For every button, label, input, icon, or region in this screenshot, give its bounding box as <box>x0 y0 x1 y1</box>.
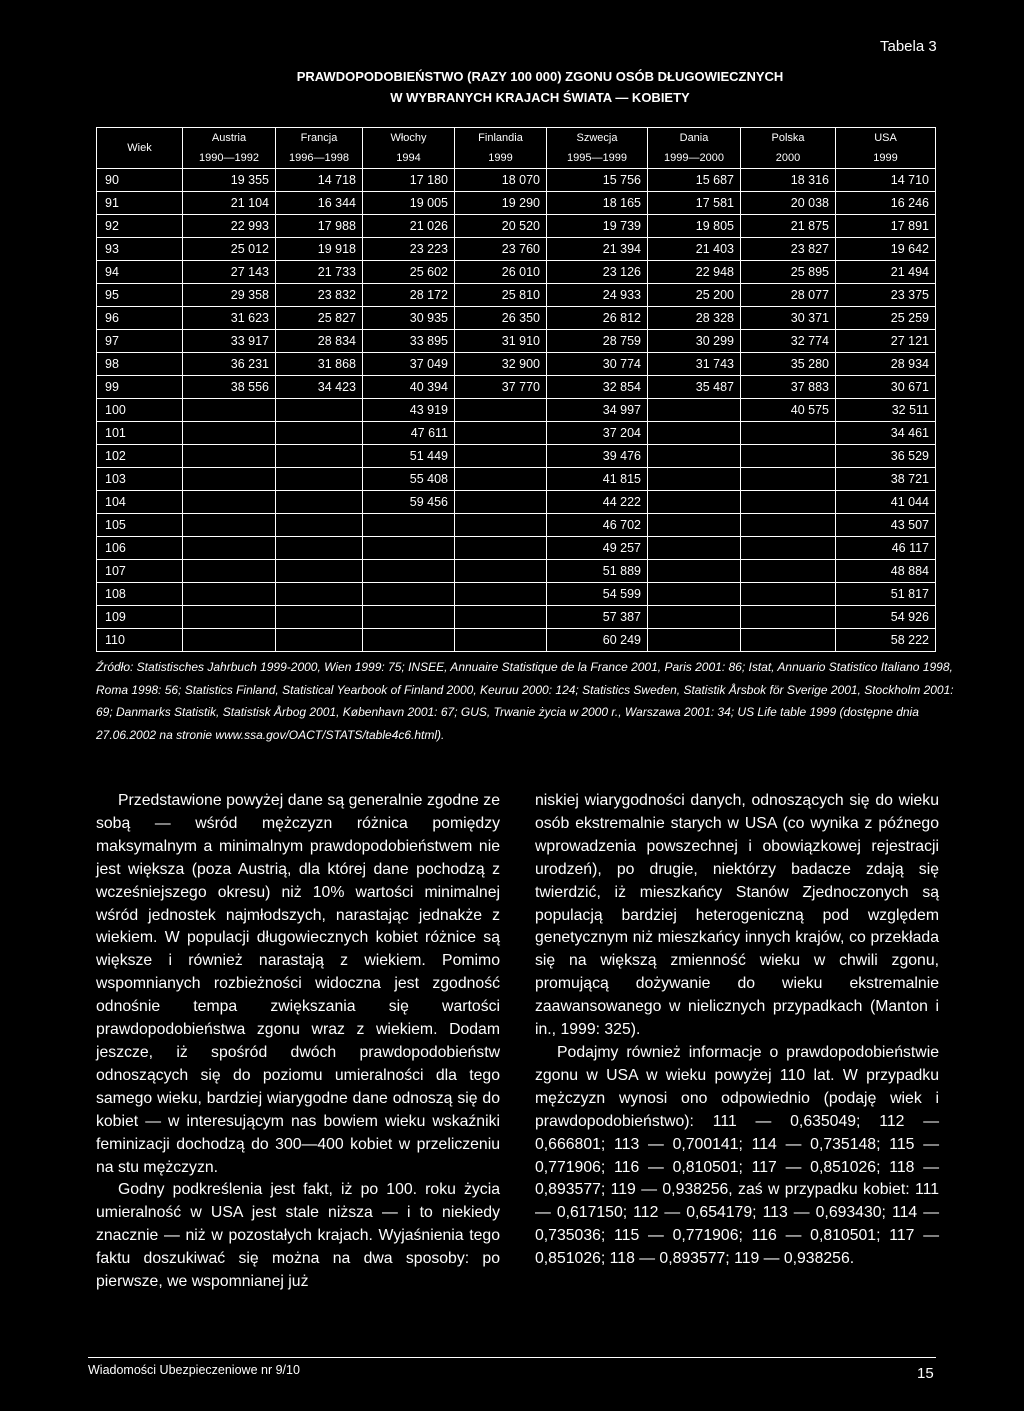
age-cell: 95 <box>97 284 183 307</box>
table-cell <box>648 537 741 560</box>
table-cell: 25 827 <box>276 307 363 330</box>
table-cell: 20 038 <box>741 192 836 215</box>
table-cell <box>741 491 836 514</box>
table-row <box>97 284 936 307</box>
table-cell <box>276 560 363 583</box>
table-cell <box>455 629 547 652</box>
header-years: 1994 <box>396 152 421 164</box>
table-cell <box>741 583 836 606</box>
age-cell: 97 <box>97 330 183 353</box>
table-cell: 19 290 <box>455 192 547 215</box>
age-cell: 93 <box>97 238 183 261</box>
table-cell <box>741 514 836 537</box>
table-row <box>97 629 936 652</box>
table-cell: 31 910 <box>455 330 547 353</box>
age-cell: 106 <box>97 537 183 560</box>
age-cell: 92 <box>97 215 183 238</box>
age-cell: 108 <box>97 583 183 606</box>
table-title-line-1: PRAWDOPODOBIEŃSTWO (RAZY 100 000) ZGONU OSÓB DŁUGOWIECZNYCH <box>296 69 784 84</box>
table-cell: 23 375 <box>836 284 936 307</box>
table-cell: 39 476 <box>547 445 648 468</box>
table-cell <box>276 583 363 606</box>
table-cell: 19 642 <box>836 238 936 261</box>
table-row <box>97 330 936 353</box>
table-cell: 28 834 <box>276 330 363 353</box>
page-number: 15 <box>917 1365 934 1382</box>
table-cell: 48 884 <box>836 560 936 583</box>
table-cell <box>648 422 741 445</box>
table-cell: 25 259 <box>836 307 936 330</box>
table-cell: 30 671 <box>836 376 936 399</box>
age-cell: 94 <box>97 261 183 284</box>
table-cell <box>183 514 276 537</box>
table-cell: 37 883 <box>741 376 836 399</box>
text-column-left <box>96 790 500 1294</box>
table-cell: 25 895 <box>741 261 836 284</box>
table-cell: 15 687 <box>648 169 741 192</box>
table-cell <box>363 560 455 583</box>
header-years: 1990—1992 <box>199 152 259 164</box>
table-cell <box>183 583 276 606</box>
table-cell <box>276 491 363 514</box>
table-cell: 36 231 <box>183 353 276 376</box>
table-cell: 34 997 <box>547 399 648 422</box>
table-cell: 34 461 <box>836 422 936 445</box>
age-cell: 96 <box>97 307 183 330</box>
table-cell: 17 581 <box>648 192 741 215</box>
table-cell: 21 104 <box>183 192 276 215</box>
table-cell <box>276 468 363 491</box>
table-cell: 22 993 <box>183 215 276 238</box>
table-cell <box>741 445 836 468</box>
table-cell: 25 602 <box>363 261 455 284</box>
table-label: Tabela 3 <box>880 38 937 55</box>
table-cell: 14 710 <box>836 169 936 192</box>
footer-journal-name: Wiadomości Ubezpieczeniowe nr 9/10 <box>88 1363 300 1377</box>
table-cell <box>741 629 836 652</box>
table-cell: 19 918 <box>276 238 363 261</box>
table-cell <box>276 537 363 560</box>
table-cell: 26 010 <box>455 261 547 284</box>
table-cell: 57 387 <box>547 606 648 629</box>
table-cell: 51 449 <box>363 445 455 468</box>
table-cell <box>741 606 836 629</box>
paragraph: niskiej wiarygodności danych, odnoszących się do wieku osób ekstremalnie starych w USA (co wynika z późnego wprowadzenia powszechnej i obowiązkowej rejestracji urodzeń), po drugie, niektórzy badacze zdają się twierdzić, iż mieszkańcy Stanów Zjednoczonych są populacją bardziej heterogeniczną pod względem genetycznym niż mieszkańcy innych krajów, co przekłada się na większą zmienność wieku w chwili zgonu, promującą dożywanie do wieku ekstremalnie zaawansowanego w nielicznych przypadkach (Manton i in., 1999: 325). <box>535 792 939 1039</box>
table-cell <box>276 399 363 422</box>
table-title-line-2: W WYBRANYCH KRAJACH ŚWIATA — KOBIETY <box>390 90 690 105</box>
table-cell <box>363 629 455 652</box>
table-cell <box>455 399 547 422</box>
table-cell <box>183 606 276 629</box>
table-cell: 60 249 <box>547 629 648 652</box>
table-cell <box>648 399 741 422</box>
table-cell: 41 815 <box>547 468 648 491</box>
table-cell: 15 756 <box>547 169 648 192</box>
header-country <box>741 128 836 169</box>
table-cell <box>455 422 547 445</box>
table-cell: 32 900 <box>455 353 547 376</box>
header-country <box>455 128 547 169</box>
header-country-name: Austria <box>211 132 247 144</box>
table-cell: 47 611 <box>363 422 455 445</box>
paragraph: Godny podkreślenia jest fakt, iż po 100. roku życia umieralność w USA jest stale niższa — i to niekiedy znacznie — niż w pozostałych krajach. Wyjaśnienia tego faktu doszukiwać się można na dwa sposoby: po pierwsze, we wspomnianej już <box>96 1181 500 1291</box>
table-row <box>97 261 936 284</box>
table-row <box>97 376 936 399</box>
table-cell: 29 358 <box>183 284 276 307</box>
table-cell: 19 005 <box>363 192 455 215</box>
age-cell: 105 <box>97 514 183 537</box>
table-cell: 28 328 <box>648 307 741 330</box>
table-cell <box>183 468 276 491</box>
table-cell <box>455 560 547 583</box>
header-country <box>276 128 363 169</box>
table-row <box>97 514 936 537</box>
table-cell: 31 623 <box>183 307 276 330</box>
table-cell: 58 222 <box>836 629 936 652</box>
header-country-name: USA <box>874 132 897 144</box>
table-cell <box>648 606 741 629</box>
table-cell: 51 817 <box>836 583 936 606</box>
table-row <box>97 583 936 606</box>
table-cell: 27 143 <box>183 261 276 284</box>
age-cell: 98 <box>97 353 183 376</box>
table-cell: 33 895 <box>363 330 455 353</box>
table-cell: 21 026 <box>363 215 455 238</box>
table-cell <box>648 629 741 652</box>
table-cell: 32 854 <box>547 376 648 399</box>
header-country <box>547 128 648 169</box>
table-row <box>97 169 936 192</box>
header-country <box>836 128 936 169</box>
table-cell: 24 933 <box>547 284 648 307</box>
table-cell <box>648 560 741 583</box>
table-cell: 28 077 <box>741 284 836 307</box>
table-cell: 36 529 <box>836 445 936 468</box>
header-years: 1999 <box>873 152 898 164</box>
table-cell: 46 702 <box>547 514 648 537</box>
table-cell: 26 812 <box>547 307 648 330</box>
table-cell: 22 948 <box>648 261 741 284</box>
table-cell <box>183 560 276 583</box>
table-cell: 31 868 <box>276 353 363 376</box>
table-cell: 19 805 <box>648 215 741 238</box>
table-cell: 51 889 <box>547 560 648 583</box>
age-cell: 107 <box>97 560 183 583</box>
table-cell <box>741 468 836 491</box>
table-cell: 18 070 <box>455 169 547 192</box>
table-cell: 26 350 <box>455 307 547 330</box>
table-cell <box>741 560 836 583</box>
header-years: 1999—2000 <box>664 152 724 164</box>
table-cell: 23 126 <box>547 261 648 284</box>
age-cell: 103 <box>97 468 183 491</box>
table-cell: 30 774 <box>547 353 648 376</box>
table-row <box>97 491 936 514</box>
table-cell: 17 180 <box>363 169 455 192</box>
table-cell <box>363 606 455 629</box>
table-cell: 54 599 <box>547 583 648 606</box>
table-cell: 25 200 <box>648 284 741 307</box>
table-cell: 21 494 <box>836 261 936 284</box>
paragraph: Podajmy również informacje o prawdopodobieństwie zgonu w USA w wieku powyżej 110 lat. W przypadku mężczyzn wynosi ono odpowiednio (podaję wiek i prawdopodobieństwo): 111 — 0,635049; 112 — 0,666801; 113 — 0,700141; 114 — 0,735148; 115 — 0,771906; 116 — 0,810501; 117 — 0,851026; 118 — 0,893577; 119 — 0,938256, zaś w przypadku kobiet: 111 — 0,617150; 112 — 0,654179; 113 — 0,693430; 114 — 0,735036; 115 — 0,771906; 116 — 0,810501; 117 — 0,851026; 118 — 0,893577; 119 — 0,938256. <box>535 1043 939 1268</box>
table-cell: 31 743 <box>648 353 741 376</box>
header-years: 1995—1999 <box>567 152 627 164</box>
table-cell: 23 223 <box>363 238 455 261</box>
header-country-name: Włochy <box>390 132 427 144</box>
header-country-name: Dania <box>679 132 709 144</box>
table-cell: 33 917 <box>183 330 276 353</box>
table-cell <box>183 537 276 560</box>
table-cell: 35 280 <box>741 353 836 376</box>
table-cell: 37 204 <box>547 422 648 445</box>
table-cell: 34 423 <box>276 376 363 399</box>
table-header-row <box>97 128 936 169</box>
table-cell: 38 556 <box>183 376 276 399</box>
table-cell: 55 408 <box>363 468 455 491</box>
footer-rule <box>88 1357 936 1358</box>
table-cell <box>455 445 547 468</box>
table-cell: 41 044 <box>836 491 936 514</box>
table-cell: 21 394 <box>547 238 648 261</box>
table-row <box>97 468 936 491</box>
table-title <box>120 66 960 108</box>
table-cell <box>363 537 455 560</box>
table-cell: 17 891 <box>836 215 936 238</box>
table-cell <box>183 629 276 652</box>
table-cell: 46 117 <box>836 537 936 560</box>
age-cell: 90 <box>97 169 183 192</box>
paragraph: Przedstawione powyżej dane są generalnie zgodne ze sobą — wśród mężczyzn różnica pomiędzy maksymalnym a minimalnym prawdopodobieństwem nie jest większa (poza Austrią, dla której dane pochodzą z wcześniejszego okresu) niż 10% wartości minimalnej wśród jednostek najmłodszych, narastając jednakże z wiekiem. W populacji długowiecznych kobiet różnice są większe i również narastają z wiekiem. Pomimo wspomnianych rozbieżności widoczna jest zgodność odnośnie tempa zwiększania się wartości prawdopodobieństwa zgonu wraz z wiekiem. Dodam jeszcze, iż spośród dwóch prawdopodobieństw odnoszących się do poziomu umieralności dla tego samego wieku, bardziej wiarygodne dane odnoszą się do kobiet — w interesującym nas bowiem wieku wskaźniki feminizacji dochodzą do 300—400 kobiet w przeliczeniu na stu mężczyzn. <box>96 792 500 1176</box>
table-cell: 40 575 <box>741 399 836 422</box>
table-cell: 25 810 <box>455 284 547 307</box>
table-cell: 37 049 <box>363 353 455 376</box>
header-years: 1999 <box>488 152 513 164</box>
table-row <box>97 215 936 238</box>
table-cell: 49 257 <box>547 537 648 560</box>
table-cell: 54 926 <box>836 606 936 629</box>
table-cell <box>455 537 547 560</box>
table-cell <box>276 514 363 537</box>
header-years: 2000 <box>775 152 801 164</box>
table-cell: 44 222 <box>547 491 648 514</box>
table-row <box>97 606 936 629</box>
table-cell: 16 344 <box>276 192 363 215</box>
table-cell: 19 355 <box>183 169 276 192</box>
table-cell: 18 316 <box>741 169 836 192</box>
table-cell: 25 012 <box>183 238 276 261</box>
header-country-name: Szwecja <box>576 132 618 144</box>
table-cell <box>741 537 836 560</box>
table-cell: 28 934 <box>836 353 936 376</box>
text-column-right <box>535 790 939 1271</box>
table-cell: 19 739 <box>547 215 648 238</box>
table-cell <box>276 422 363 445</box>
table-cell <box>455 606 547 629</box>
age-cell: 100 <box>97 399 183 422</box>
table-cell <box>455 468 547 491</box>
table-cell: 30 299 <box>648 330 741 353</box>
table-cell: 32 774 <box>741 330 836 353</box>
table-cell <box>276 606 363 629</box>
table-row <box>97 445 936 468</box>
header-country <box>648 128 741 169</box>
header-country-name: Finlandia <box>478 132 523 144</box>
table-cell: 21 403 <box>648 238 741 261</box>
table-cell <box>648 583 741 606</box>
table-cell: 17 988 <box>276 215 363 238</box>
header-country-name: Polska <box>771 132 805 144</box>
table-row <box>97 422 936 445</box>
table-cell <box>648 514 741 537</box>
table-cell: 35 487 <box>648 376 741 399</box>
table-row <box>97 537 936 560</box>
table-cell: 43 507 <box>836 514 936 537</box>
table-cell: 30 371 <box>741 307 836 330</box>
table-cell: 28 759 <box>547 330 648 353</box>
table-cell <box>276 629 363 652</box>
table-cell <box>183 399 276 422</box>
age-cell: 91 <box>97 192 183 215</box>
header-country <box>183 128 276 169</box>
table-cell: 30 935 <box>363 307 455 330</box>
table-cell: 21 733 <box>276 261 363 284</box>
age-cell: 104 <box>97 491 183 514</box>
table-row <box>97 307 936 330</box>
table-cell: 37 770 <box>455 376 547 399</box>
table-cell <box>363 583 455 606</box>
table-cell <box>741 422 836 445</box>
table-row <box>97 399 936 422</box>
table-cell <box>648 491 741 514</box>
table-cell: 28 172 <box>363 284 455 307</box>
table-cell <box>455 491 547 514</box>
table-cell: 27 121 <box>836 330 936 353</box>
age-cell: 99 <box>97 376 183 399</box>
age-cell: 110 <box>97 629 183 652</box>
table-cell: 16 246 <box>836 192 936 215</box>
table-row <box>97 353 936 376</box>
header-country-name: Francja <box>300 132 338 144</box>
table-cell <box>648 445 741 468</box>
header-country <box>363 128 455 169</box>
table-cell: 18 165 <box>547 192 648 215</box>
header-age: Wiek <box>97 128 183 169</box>
table-cell <box>455 514 547 537</box>
age-cell: 102 <box>97 445 183 468</box>
age-cell: 109 <box>97 606 183 629</box>
table-cell: 21 875 <box>741 215 836 238</box>
table-row <box>97 560 936 583</box>
table-cell: 43 919 <box>363 399 455 422</box>
table-cell: 14 718 <box>276 169 363 192</box>
table-cell <box>276 445 363 468</box>
mortality-table <box>96 127 936 652</box>
table-cell <box>183 491 276 514</box>
table-cell: 20 520 <box>455 215 547 238</box>
table-cell: 40 394 <box>363 376 455 399</box>
table-cell: 59 456 <box>363 491 455 514</box>
table-cell <box>183 422 276 445</box>
table-cell <box>648 468 741 491</box>
age-cell: 101 <box>97 422 183 445</box>
source-note: Źródło: Statistisches Jahrbuch 1999-2000, Wien 1999: 75; INSEE, Annuaire Statistique de la France 2001, Paris 2001: 86; Istat, Annuario Statistico Italiano 1998, Roma 1998: 56; Statistics Finland, Statistical Yearbook of Finland 2000, Keuruu 2000: 124; Statistics Sweden, Statistik Årsbok för Sverige 2001, Stockholm 2001: 69; Danmarks Statistik, Statistisk Årbog 2001, København 2001: 67; GUS, Trwanie życia w 2000 r., Warszawa 2001: 34; US Life table 1999 (dostępne dnia 27.06.2002 na stronie www.ssa.gov/OACT/STATS/table4c6.html). <box>96 660 954 742</box>
table-cell: 32 511 <box>836 399 936 422</box>
table-cell: 23 760 <box>455 238 547 261</box>
header-years: 1996—1998 <box>289 152 349 164</box>
table-cell: 23 832 <box>276 284 363 307</box>
table-row <box>97 238 936 261</box>
table-cell <box>455 583 547 606</box>
table-cell <box>183 445 276 468</box>
table-cell <box>363 514 455 537</box>
table-cell: 38 721 <box>836 468 936 491</box>
table-row <box>97 192 936 215</box>
table-cell: 23 827 <box>741 238 836 261</box>
